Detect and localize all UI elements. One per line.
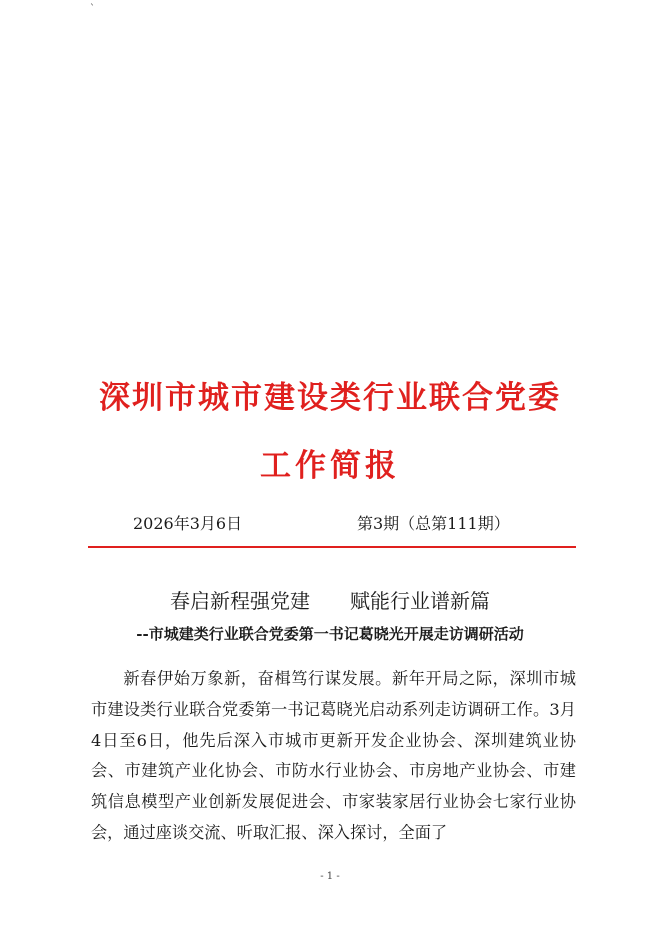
issue-date: 2026年3月6日	[133, 514, 243, 533]
bulletin-title: 工作简报	[260, 448, 400, 484]
page-number: - 1 -	[320, 871, 340, 882]
article-subtitle: --市城建类行业联合党委第一书记葛晓光开展走访调研活动	[136, 625, 524, 643]
organization-title: 深圳市城市建设类行业联合党委	[99, 380, 561, 416]
article-paragraph: 新春伊始万象新，奋楫笃行谋发展。新年开局之际，深圳市城市建设类行业联合党委第一书记葛晓光启动系列走访调研工作。3月4日至6日，他先后深入市城市更新开发企业协会、深圳建筑业协会、市建筑产业化协会、市防水行业协会、市房地产业协会、市建筑信息模型产业创新发展促进会、市家装家居行业协会七家行业协会，通过座谈交流、听取汇报、深入探讨，全面了	[91, 669, 576, 842]
red-divider-line	[88, 546, 576, 548]
issue-number: 第3期（总第111期）	[357, 514, 510, 533]
article-title: 春启新程强党建 赋能行业谱新篇	[170, 589, 490, 613]
corner-mark: `	[90, 4, 95, 15]
